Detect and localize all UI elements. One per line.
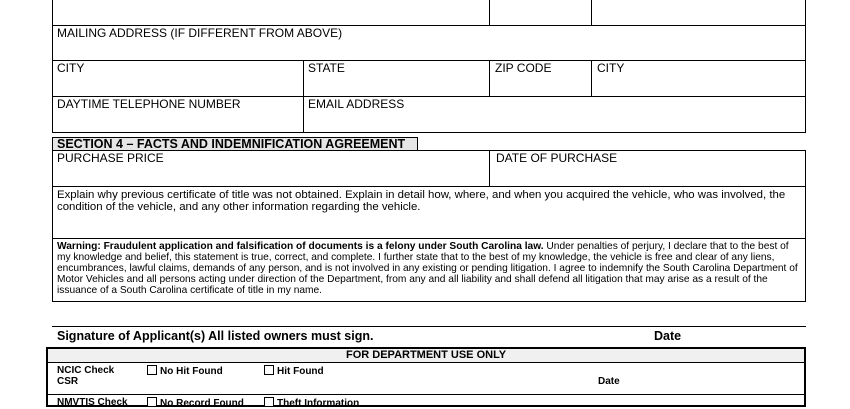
signature-date-label: Date — [654, 329, 682, 343]
state-label: STATE — [308, 61, 345, 75]
top-row-cell — [52, 0, 806, 26]
top-row-divider — [489, 0, 490, 26]
email-address-field[interactable] — [304, 113, 805, 132]
dept-divider — [48, 394, 804, 395]
daytime-phone-label: DAYTIME TELEPHONE NUMBER — [57, 97, 241, 111]
explanation-instructions: Explain why previous certificate of title was not obtained. Explain in detail how, where, and when you acquired the vehicle, who was involved, the condition of the vehicle, and any other information regarding the vehicle. — [57, 189, 786, 214]
signature-field[interactable] — [52, 306, 642, 326]
zip-code-label: ZIP CODE — [495, 61, 552, 75]
daytime-phone-field[interactable] — [53, 113, 302, 132]
department-header: FOR DEPARTMENT USE ONLY — [346, 349, 507, 361]
nmvtis-no-record-option[interactable] — [147, 397, 244, 409]
city-label-2: CITY — [597, 61, 625, 75]
email-address-label: EMAIL ADDRESS — [308, 97, 405, 111]
city-label: CITY — [57, 61, 85, 75]
purchase-price-field[interactable] — [53, 167, 488, 186]
state-field[interactable] — [304, 77, 488, 96]
mailing-address-label: MAILING ADDRESS (IF DIFFERENT FROM ABOVE) — [57, 26, 343, 40]
section-4-title: SECTION 4 – FACTS AND INDEMNIFICATION AGREEMENT — [52, 137, 418, 151]
no-record-checkbox[interactable] — [147, 397, 157, 407]
date-of-purchase-label: DATE OF PURCHASE — [496, 151, 618, 165]
warning-heading: Warning: Fraudulent application and falsification of documents is a felony under South Carolina law. — [57, 241, 544, 252]
zip-code-field[interactable] — [490, 77, 590, 96]
signature-label: Signature of Applicant(s) All listed owners must sign. — [57, 329, 374, 343]
ncic-no-hit-option[interactable] — [147, 365, 223, 377]
signature-line — [52, 326, 806, 327]
warning-paragraph — [57, 241, 802, 296]
ncic-hit-option[interactable] — [264, 365, 324, 377]
nmvtis-theft-option[interactable] — [264, 397, 359, 409]
dept-divider — [48, 362, 804, 363]
city-field[interactable] — [53, 77, 302, 96]
csr-label: CSR — [57, 376, 79, 387]
theft-info-checkbox[interactable] — [264, 397, 274, 407]
no-hit-label: No Hit Found — [160, 366, 223, 377]
ncic-check-label: NCIC Check — [57, 365, 115, 376]
top-row-divider — [591, 0, 592, 26]
warning-body: Under penalties of perjury, I declare that to the best of my knowledge and belief, this statement is true, correct, and complete. I further state that to the best of my knowledge, the vehicle is free and clear of any liens, encumbrances, lawful claims, demands of any person, and is not involved in any existing or pending litigation. I agree to indemnify the South Carolina Department of Motor Vehicles and all persons acting under direction of the Department, from any and all liability and shall defend all litigation that may arise as a result of the issuance of a South Carolina certificate of title in my name. — [57, 241, 798, 297]
nmvtis-check-label: NMVTIS Check — [57, 397, 128, 408]
purchase-price-label: PURCHASE PRICE — [57, 151, 164, 165]
no-record-label: No Record Found — [160, 398, 244, 409]
theft-info-label: Theft Information — [277, 398, 360, 409]
city-field-2[interactable] — [592, 77, 805, 96]
hit-found-label: Hit Found — [277, 366, 324, 377]
no-hit-checkbox[interactable] — [147, 365, 157, 375]
date-of-purchase-field[interactable] — [490, 167, 805, 186]
hit-found-checkbox[interactable] — [264, 365, 274, 375]
dept-date-label: Date — [598, 376, 620, 387]
